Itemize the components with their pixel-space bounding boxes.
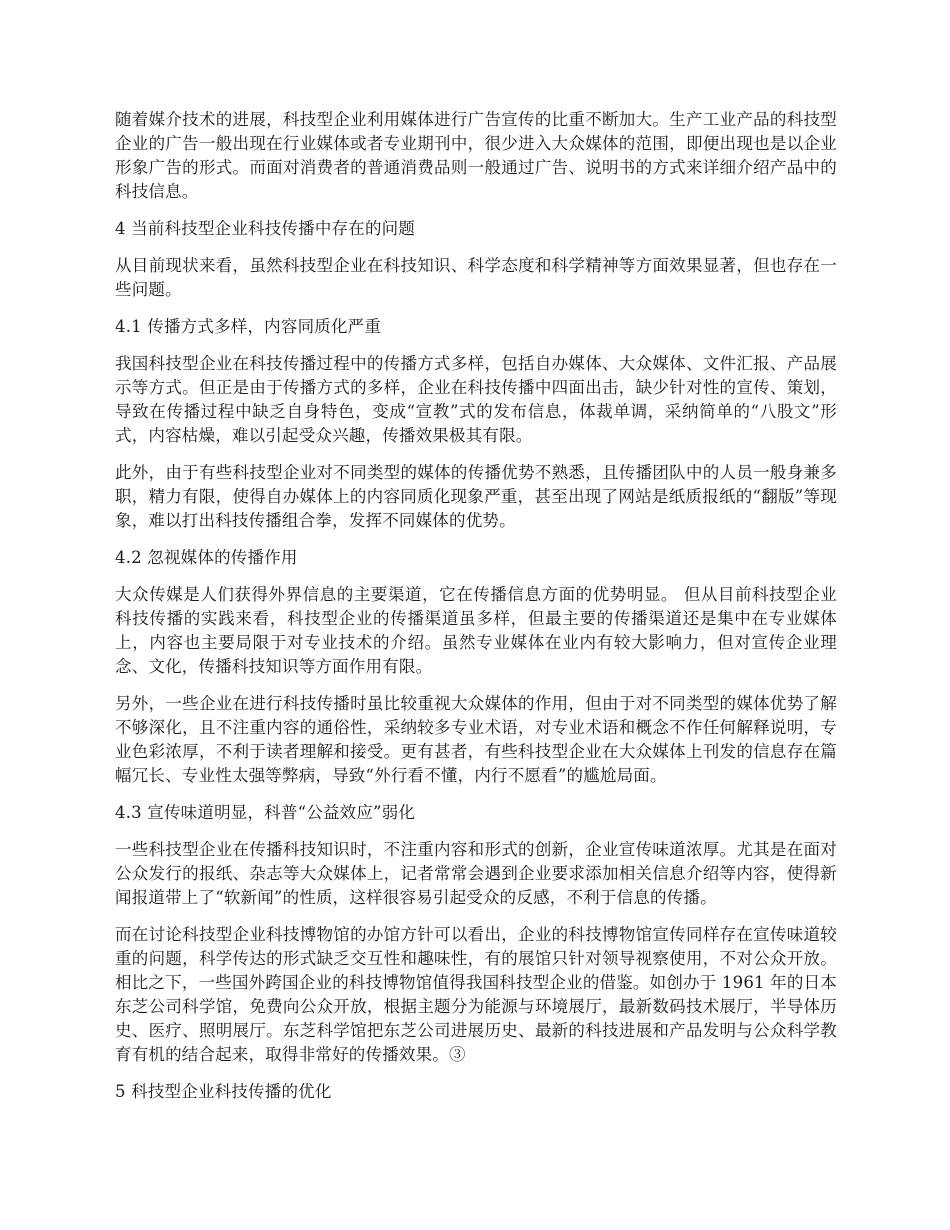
section-heading-4: 4 当前科技型企业科技传播中存在的问题: [115, 219, 416, 238]
section-heading-4-3: 4.3 宣传味道明显，科普“公益效应”弱化: [115, 803, 416, 822]
paragraph-section-4-intro: 从目前现状来看，虽然科技型企业在科技知识、科学态度和科学精神等方面效果显著，但也存在一些问题。: [115, 256, 837, 299]
paragraph-intro-advertising: 随着媒介技术的进展，科技型企业利用媒体进行广告宣传的比重不断加大。生产工业产品的科技型企业的广告一般出现在行业媒体或者专业期刊中，很少进入大众媒体的范围，即便出现也是以企业形象广告的形式。而面对消费者的普通消费品则一般通过广告、说明书的方式来详细介绍产品中的科技信息。: [115, 110, 837, 201]
paragraph-4-2-b: 另外，一些企业在进行科技传播时虽比较重视大众媒体的作用，但由于对不同类型的媒体优势了解不够深化，且不注重内容的通俗性，采纳较多专业术语，对专业术语和概念不作任何解释说明，专业色彩浓厚，不利于读者理解和接受。更有甚者，有些科技型企业在大众媒体上刊发的信息存在篇幅冗长、专业性太强等弊病，导致“外行看不懂，内行不愿看”的尴尬局面。: [115, 694, 837, 785]
section-heading-4-2: 4.2 忽视媒体的传播作用: [115, 548, 298, 567]
paragraph-4-1-a: 我国科技型企业在科技传播过程中的传播方式多样，包括自办媒体、大众媒体、文件汇报、产品展示等方式。但正是由于传播方式的多样，企业在科技传播中四面出击，缺少针对性的宣传、策划，导致在传播过程中缺乏自身特色，变成“宣教”式的发布信息，体裁单调，采纳简单的“八股文”形式，内容枯燥，难以引起受众兴趣，传播效果极其有限。: [115, 354, 837, 445]
paragraph-4-3-a: 一些科技型企业在传播科技知识时，不注重内容和形式的创新，企业宣传味道浓厚。尤其是在面对公众发行的报纸、杂志等大众媒体上，记者常常会遇到企业要求添加相关信息介绍等内容，使得新闻报道带上了“软新闻”的性质，这样很容易引起受众的反感，不利于信息的传播。: [115, 840, 837, 907]
paragraph-4-2-a: 大众传媒是人们获得外界信息的主要渠道，它在传播信息方面的优势明显。 但从目前科技型企业科技传播的实践来看，科技型企业的传播渠道虽多样，但最主要的传播渠道还是集中在专业媒体上，内容也主要局限于对专业技术的介绍。虽然专业媒体在业内有较大影响力，但对宣传企业理念、文化，传播科技知识等方面作用有限。: [115, 585, 837, 676]
section-heading-5: 5 科技型企业科技传播的优化: [115, 1082, 332, 1101]
document-body: [115, 108, 837, 1117]
section-heading-4-1: 4.1 传播方式多样，内容同质化严重: [115, 317, 382, 336]
paragraph-4-1-b: 此外，由于有些科技型企业对不同类型的媒体的传播优势不熟悉，且传播团队中的人员一般身兼多职，精力有限，使得自办媒体上的内容同质化现象严重，甚至出现了网站是纸质报纸的“翻版”等现象，难以打出科技传播组合拳，发挥不同媒体的优势。: [115, 463, 837, 530]
paragraph-4-3-b: 而在讨论科技型企业科技博物馆的办馆方针可以看出，企业的科技博物馆宣传同样存在宣传味道较重的问题，科学传达的形式缺乏交互性和趣味性，有的展馆只针对领导视察使用，不对公众开放。相比之下，一些国外跨国企业的科技博物馆值得我国科技型企业的借鉴。如创办于 1961 年的日本东芝公司科学馆，免费向公众开放，根据主题分为能源与环境展厅，最新数码技术展厅，半导体历史、医疗、照明展厅。东芝科学馆把东芝公司进展历史、最新的科技进展和产品发明与公众科学教育有机的结合起来，取得非常好的传播效果。③: [115, 925, 837, 1064]
